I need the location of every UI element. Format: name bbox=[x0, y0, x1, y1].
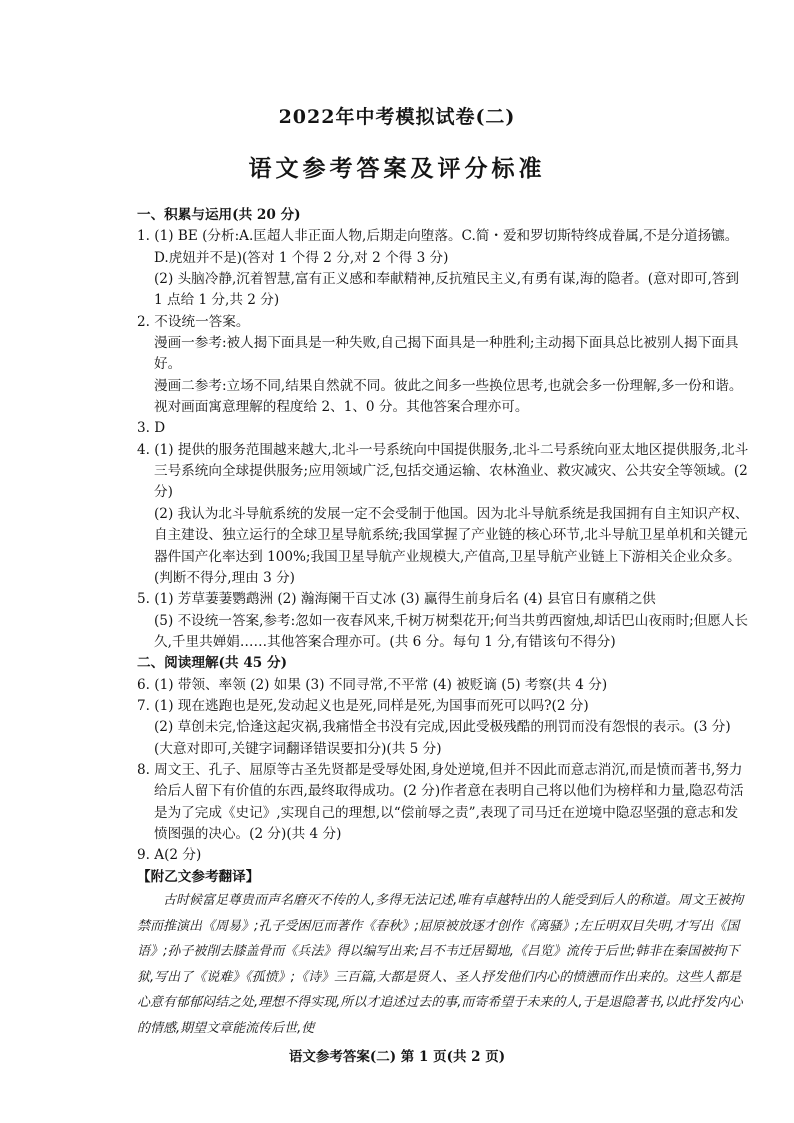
answer-q1-part2: (2) 头脑冷静,沉着智慧,富有正义感和奉献精神,反抗殖民主义,有勇有谋,海的隐者。(意对即可,答到 1 点给 1 分,共 2 分) bbox=[154, 271, 739, 309]
answer-q8: 8. 周文王、孔子、屈原等古圣先贤都是受辱处困,身处逆境,但并不因此而意志消沉,而是愤而著书,努力给后人留下有价值的东西,最终取得成功。(2 分)作者意在表明自己将以他们为榜样和力量,隐忍苟活是为了完成《史记》,实现自己的理想,以“偿前辱之责”,表现了司马迁在逆境中隐忍坚强的意志和发愤图强的决心。(2 分)(共 4 分) bbox=[137, 761, 744, 842]
translation-heading: 【附乙文参考翻译】 bbox=[137, 868, 260, 885]
answer-q2-scoring: 视对画面寓意理解的程度给 2、1、0 分。其他答案合理亦可。 bbox=[154, 399, 529, 416]
answer-q3: 3. D bbox=[137, 420, 166, 437]
document-subtitle: 语文参考答案及评分标准 bbox=[248, 155, 546, 182]
answer-q5-part2: (5) 不设统一答案,参考:忽如一夜春风来,千树万树梨花开;何当共剪西窗烛,却话巴山夜雨时;但愿人长久,千里共婵娟……其他答案合理亦可。(共 6 分。每句 1 分,有错该句不得分) bbox=[154, 612, 749, 650]
answer-content bbox=[137, 205, 749, 1041]
answer-q4-part2: (2) 我认为北斗导航系统的发展一定不会受制于他国。因为北斗导航系统是我国拥有自主知识产权、自主建设、独立运行的全球卫星导航系统;我国掌握了产业链的核心环节,北斗导航卫星单机和关键元器件国产化率达到 100%;我国卫星导航产业规模大,产值高,卫星导航产业链上下游相关企业众多。(判断不得分,理由 3 分) bbox=[154, 505, 749, 586]
page-footer: 语文参考答案(二) 第 1 页(共 2 页) bbox=[288, 1049, 506, 1065]
answer-q4-part1: 4. (1) 提供的服务范围越来越大,北斗一号系统向中国提供服务,北斗二号系统向亚太地区提供服务,北斗三号系统向全球提供服务;应用领域广泛,包括交通运输、农林渔业、救灾减灾、公共安全等领域。(2 分) bbox=[137, 441, 749, 501]
answer-q7-part1: 7. (1) 现在逃跑也是死,发动起义也是死,同样是死,为国事而死可以吗?(2 分) bbox=[137, 697, 589, 714]
section-heading-accumulation: 一、积累与运用(共 20 分) bbox=[137, 207, 301, 223]
answer-q7-part2: (2) 草创未完,恰逢这起灾祸,我痛惜全书没有完成,因此受极残酷的刑罚而没有怨恨的表示。(3 分)(大意对即可,关键字词翻译错误要扣分)(共 5 分) bbox=[154, 719, 731, 757]
answer-q5-part1: 5. (1) 芳草萋萋鹦鹉洲 (2) 瀚海阑干百丈冰 (3) 赢得生前身后名 (4) 县官日有廪稍之供 bbox=[137, 591, 656, 608]
answer-q2-cartoon2: 漫画二参考:立场不同,结果自然就不同。彼此之间多一些换位思考,也就会多一份理解,多一份和谐。 bbox=[154, 377, 743, 394]
answer-q2-intro: 2. 不设统一答案。 bbox=[137, 313, 250, 330]
answer-q6: 6. (1) 带领、率领 (2) 如果 (3) 不同寻常,不平常 (4) 被贬谪 (5) 考察(共 4 分) bbox=[137, 676, 608, 693]
answer-q1-part1: 1. (1) BE (分析:A.匡超人非正面人物,后期走向堕落。C.简・爱和罗切斯特终成眷属,不是分道扬镳。D.虎妞并不是)(答对 1 个得 2 分,对 2 个得 3 分) bbox=[137, 228, 739, 266]
answer-q9: 9. A(2 分) bbox=[137, 847, 202, 864]
section-heading-reading: 二、阅读理解(共 45 分) bbox=[137, 655, 287, 672]
answer-q2-cartoon1: 漫画一参考:被人揭下面具是一种失败,自己揭下面具是一种胜利;主动揭下面具总比被别人揭下面具好。 bbox=[154, 335, 739, 373]
exam-title: 2022年中考模拟试卷(二) bbox=[278, 106, 516, 128]
translation-text: 古时候富足尊贵而声名磨灭不传的人,多得无法记述,唯有卓越特出的人能受到后人的称道。周文王被拘禁而推演出《周易》;孔子受困厄而著作《春秋》;屈原被放逐才创作《离骚》;左丘明双目失明,才写出《国语》;孙子被削去膝盖骨而《兵法》得以编写出来;吕不韦迁居蜀地,《吕览》流传于后世;韩非在秦国被拘下狱,写出了《说难》《孤愤》;《诗》三百篇,大都是贤人、圣人抒发他们内心的愤懑而作出来的。这些人都是心意有郁郁闷结之处,理想不得实现,所以才追述过去的事,而寄希望于未来的人,于是退隐著书,以此抒发内心的情感,期望文章能流传后世,使 bbox=[137, 893, 744, 1036]
